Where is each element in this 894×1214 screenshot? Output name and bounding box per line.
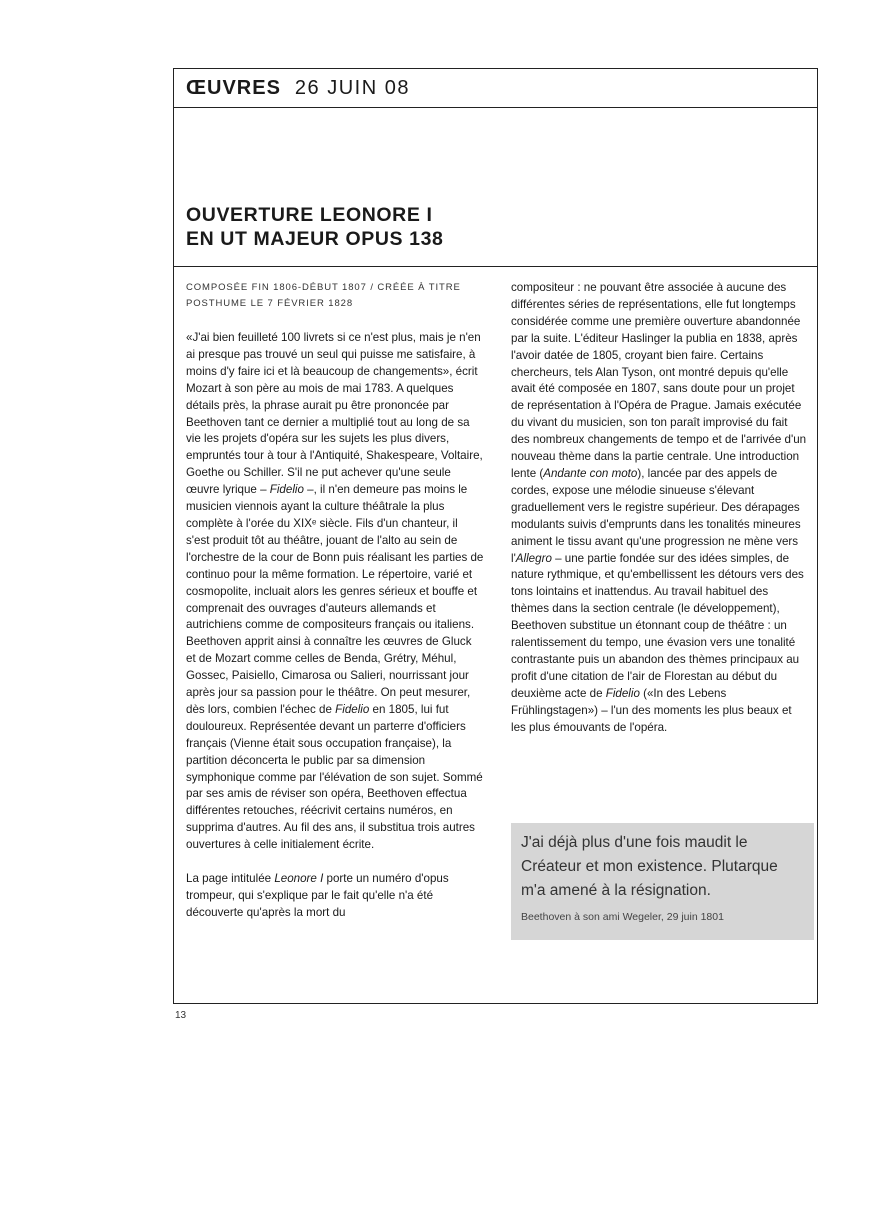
quote-source: Beethoven à son ami Wegeler, 29 juin 1801 — [521, 911, 724, 923]
paragraph-2-continued: compositeur : ne pouvant être associée à aucune des différentes séries de représentations, elle fut longtemps considérée comme une première ouverture abandonnée par la suite. L'éditeur Haslinger la publia en 1838, après l'avoir datée de 1805, croyant bien faire. Certains chercheurs, tels Alan Tyson, ont montré depuis qu'elle avait été composée en 1807, sans doute pour un projet de représentation à l'Opéra de Prague. Jamais exécutée du vivant du musicien, son ton paraît improvisé du fait des nombreux changements de tempo et de l'arrivée d'un nouveau thème dans la partie centrale. Une introduction lente (Andante con moto), lancée par des appels de cordes, expose une mélodie sinueuse s'élevant graduellement vers le registre supérieur. Des dérapages modulants suivis d'emprunts dans les tonalités mineures animent le tissu avant qu'une progression ne mène vers l'Allegro – une partie fondée sur des idées simples, de nature rythmique, et qu'embellissent les détours vers des tons lointains et inattendus. Au travail habituel des thèmes dans la section centrale (le développement), Beethoven substitue un étonnant coup de théâtre : un ralentissement du tempo, une évasion vers une tonalité contrastante puis un abandon des thèmes principaux au profit d'une citation de l'air de Florestan au début du deuxième acte de Fidelio («In des Lebens Frühlingstagen») – l'un des moments les plus beaux et les plus émouvants de l'opéra. — [511, 281, 807, 734]
paragraph-1: «J'ai bien feuilleté 100 livrets si ce n'est plus, mais je n'en ai presque pas trouvé un seul qui puisse me satisfaire, à moins d'y faire ici et là beaucoup de changements», écrit Mozart à son père au mois de mai 1783. A quelques détails près, la phrase aurait pu être prononcée par Beethoven tant ce dernier a multiplié tout au long de sa vie les projets d'opéra sur les sujets les plus divers, empruntés tour à tour à l'Antiquité, Shakespeare, Voltaire, Goethe ou Schiller. S'il ne put achever qu'une seule œuvre lyrique – Fidelio –, il n'en demeure pas moins le musicien viennois ayant la culture théâtrale la plus complète à l'orée du XIXᵉ siècle. Fils d'un chanteur, il s'est produit tôt au théâtre, jouant de l'alto au sein de l'orchestre de la cour de Bonn puis réalisant les parties de continuo pour la même formation. Le répertoire, varié et cosmopolite, incluait alors les genres sérieux et bouffe et comprenait des ouvrages d'auteurs allemands et autrichiens comme de compositeurs français ou italiens. Beethoven apprit ainsi à connaître les œuvres de Gluck et de Mozart comme celles de Benda, Grétry, Méhul, Gossec, Paisiello, Cimarosa ou Salieri, nourrissant jour après jour sa passion pour le théâtre. On peut mesurer, dès lors, combien l'échec de Fidelio en 1805, lui fut douloureux. Représentée devant un parterre d'officiers français (Vienne était sous occupation française), la partition déconcerta le public par sa dimension symphonique comme par l'élévation de son sujet. Sommé par ses amis de réviser son opéra, Beethoven effectua différentes retouches, réécrivit certains numéros, en supprima d'autres. Au fil des ans, il substitua trois autres ouvertures à celle initialement écrite. — [186, 331, 484, 852]
section-label: ŒUVRES — [186, 76, 281, 99]
quote-text: J'ai déjà plus d'une fois maudit le Créateur et mon existence. Plutarque m'a amené à la résignation. — [521, 834, 778, 899]
left-column — [186, 280, 484, 939]
composition-meta: COMPOSÉE FIN 1806-DÉBUT 1807 / CRÉÉE À TITRE POSTHUME LE 7 FÉVRIER 1828 — [186, 282, 461, 309]
header-date: 26 JUIN 08 — [294, 76, 410, 99]
page-frame — [173, 68, 818, 1004]
right-column — [511, 280, 809, 753]
work-title-line2: EN UT MAJEUR OPUS 138 — [186, 228, 444, 250]
page-number: 13 — [175, 1010, 187, 1021]
work-title — [186, 203, 444, 251]
paragraph-2-start: La page intitulée Leonore I porte un numéro d'opus trompeur, qui s'explique par le fait qu'elle n'a été découverte qu'après la mort du — [186, 872, 449, 919]
work-title-line1: OUVERTURE LEONORE I — [186, 204, 433, 226]
quote-box — [511, 823, 814, 940]
title-block — [174, 107, 817, 267]
header-bar — [174, 69, 817, 108]
